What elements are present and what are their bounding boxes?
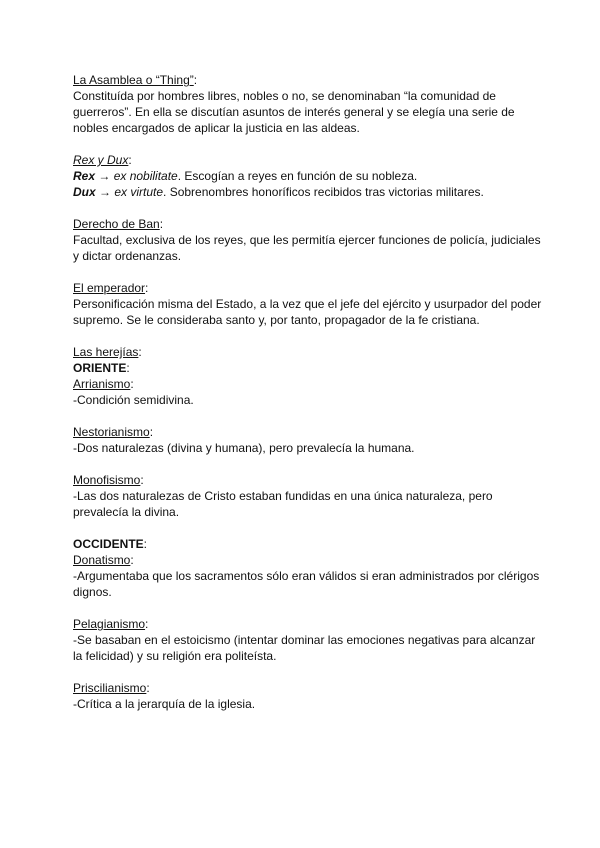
latin-rex: ex nobilitate	[113, 169, 178, 183]
paragraph-pelagianismo: -Se basaban en el estoicismo (intentar dominar las emociones negativas para alcanzar la felicidad) y su religión era politeísta.	[73, 633, 536, 663]
heading-donatismo-text: Donatismo	[73, 553, 131, 567]
label-colon: :	[143, 537, 148, 551]
heading-emperador-text: El emperador	[73, 281, 146, 295]
heading-donatismo	[73, 552, 543, 568]
section-occidente	[73, 536, 543, 600]
heading-colon: :	[145, 281, 149, 295]
paragraph-nestorianismo: -Dos naturalezas (divina y humana), pero prevalecía la humana.	[73, 441, 415, 455]
heading-pelagianismo-text: Pelagianismo	[73, 617, 146, 631]
paragraph-priscilianismo: -Crítica a la jerarquía de la iglesia.	[73, 697, 256, 711]
text-dux: . Sobrenombres honoríficos recibidos tras victorias militares.	[163, 185, 484, 199]
heading-nestorianismo-text: Nestorianismo	[73, 425, 150, 439]
paragraph-asamblea: Constituída por hombres libres, nobles o no, se denominaban “la comunidad de guerreros”. En ella se discutían asuntos de interés general y se elegía una serie de nobles encargados de aplicar la justicia en las aldeas.	[73, 89, 515, 135]
heading-rex-dux	[73, 152, 543, 168]
document-page	[73, 72, 543, 728]
label-oriente	[73, 360, 543, 376]
term-rex: Rex	[73, 169, 96, 183]
section-herejias	[73, 344, 543, 408]
label-oriente-text: ORIENTE	[73, 361, 127, 375]
heading-rex-dux-text: Rex y Dux	[73, 153, 129, 167]
section-rex-dux	[73, 152, 543, 200]
heading-pelagianismo	[73, 616, 543, 632]
paragraph-monofisismo: -Las dos naturalezas de Cristo estaban fundidas en una única naturaleza, pero prevalecía la divina.	[73, 489, 493, 519]
heading-arrianismo-text: Arrianismo	[73, 377, 131, 391]
heading-colon: :	[130, 377, 134, 391]
heading-colon: :	[159, 217, 164, 231]
heading-nestorianismo	[73, 424, 543, 440]
label-occidente	[73, 536, 543, 552]
heading-ban	[73, 216, 543, 232]
section-monofisismo	[73, 472, 543, 520]
heading-colon: :	[128, 153, 132, 167]
section-nestorianismo	[73, 424, 543, 456]
heading-colon: :	[130, 553, 134, 567]
arrow-icon: →	[95, 185, 115, 199]
heading-ban-text: Derecho de Ban	[73, 217, 160, 231]
heading-colon: :	[145, 617, 149, 631]
term-dux: Dux	[73, 185, 96, 199]
line-dux	[73, 184, 543, 200]
paragraph-emperador: Personificación misma del Estado, a la vez que el jefe del ejército y usurpador del poder supremo. Se le consideraba santo y, por tanto, propagador de la fe cristiana.	[73, 297, 542, 327]
section-asamblea	[73, 72, 543, 136]
heading-colon: :	[138, 345, 142, 359]
section-ban	[73, 216, 543, 264]
heading-asamblea	[73, 72, 543, 88]
text-rex: . Escogían a reyes en función de su nobleza.	[177, 169, 418, 183]
heading-asamblea-text: La Asamblea o “Thing”	[73, 73, 194, 87]
paragraph-arrianismo: -Condición semidivina.	[73, 393, 194, 407]
heading-arrianismo	[73, 376, 543, 392]
arrow-icon: →	[95, 169, 114, 183]
line-rex	[73, 168, 543, 184]
section-pelagianismo	[73, 616, 543, 664]
heading-monofisismo-text: Monofisismo	[73, 473, 141, 487]
heading-colon: :	[146, 681, 150, 695]
heading-colon: :	[149, 425, 154, 439]
heading-herejias-text: Las herejías	[73, 345, 139, 359]
heading-herejias	[73, 344, 543, 360]
paragraph-donatismo: -Argumentaba que los sacramentos sólo eran válidos si eran administrados por clérigos dignos.	[73, 569, 540, 599]
heading-priscilianismo-text: Priscilianismo	[73, 681, 147, 695]
section-emperador	[73, 280, 543, 328]
heading-colon: :	[140, 473, 144, 487]
heading-monofisismo	[73, 472, 543, 488]
heading-emperador	[73, 280, 543, 296]
label-occidente-text: OCCIDENTE	[73, 537, 144, 551]
heading-colon: :	[193, 73, 198, 87]
paragraph-ban: Facultad, exclusiva de los reyes, que les permitía ejercer funciones de policía, judiciales y dictar ordenanzas.	[73, 233, 541, 263]
section-priscilianismo	[73, 680, 543, 712]
heading-priscilianismo	[73, 680, 543, 696]
label-colon: :	[126, 361, 130, 375]
latin-dux: ex virtute	[114, 185, 164, 199]
